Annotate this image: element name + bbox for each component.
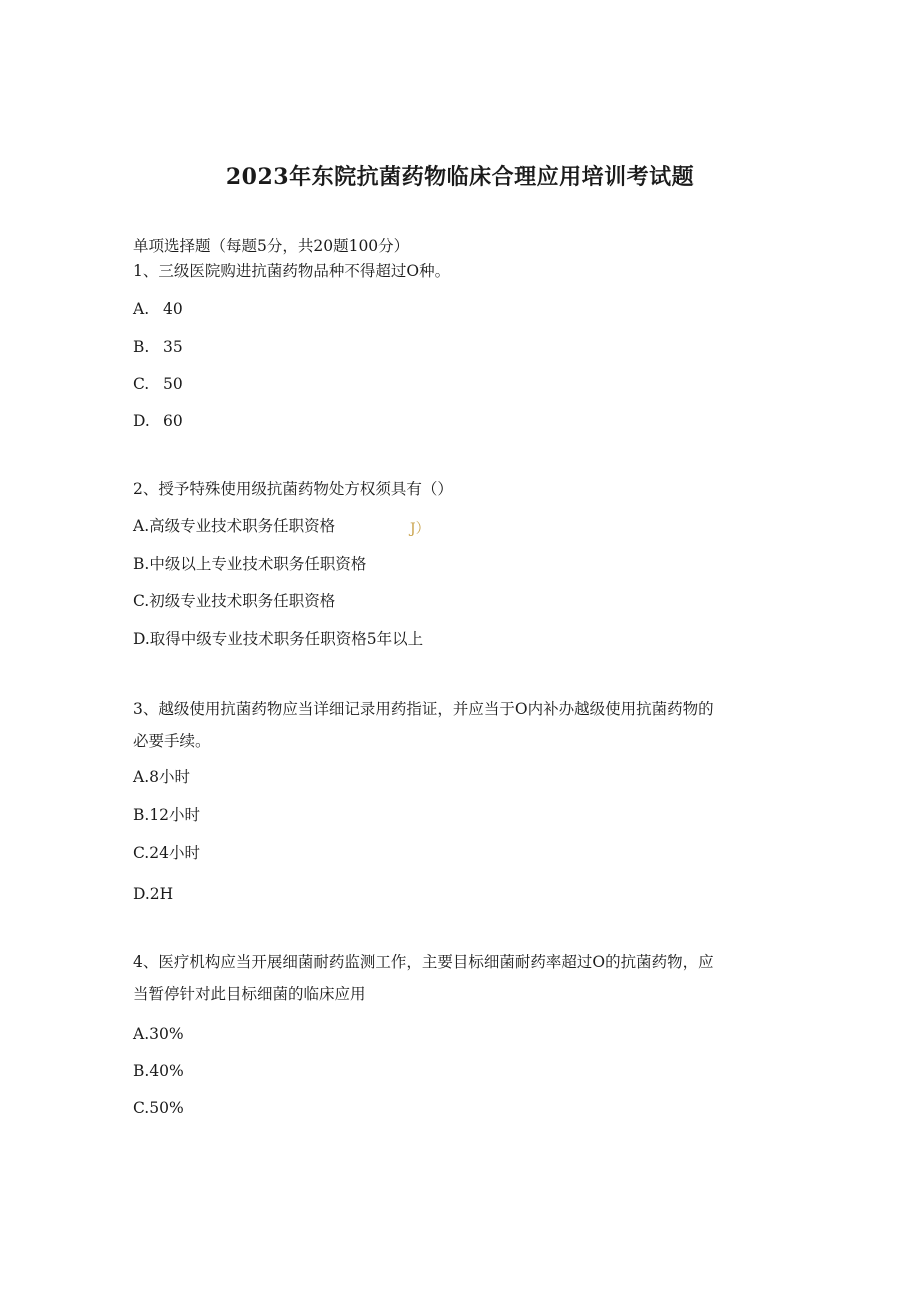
option-letter: A. bbox=[133, 300, 150, 318]
question-3-option-c: C.24小时 bbox=[133, 844, 200, 862]
question-1-text: 1、三级医院购进抗菌药物品种不得超过O种。 bbox=[133, 262, 451, 280]
section-heading: 单项选择题（每题5分，共20题100分） bbox=[133, 237, 410, 255]
option-text: 35 bbox=[163, 338, 183, 356]
question-1-option-d bbox=[133, 411, 183, 431]
question-2-option-b: B.中级以上专业技术职务任职资格 bbox=[133, 555, 367, 573]
question-2-option-c: C.初级专业技术职务任职资格 bbox=[133, 592, 336, 610]
question-4-option-b: B.40% bbox=[133, 1062, 184, 1080]
option-text: 60 bbox=[163, 412, 183, 430]
option-letter: B. bbox=[133, 338, 150, 356]
question-3-option-d: D.2H bbox=[133, 885, 174, 903]
question-4-text-line2: 当暂停针对此目标细菌的临床应用 bbox=[133, 985, 366, 1003]
question-3-option-b: B.12小时 bbox=[133, 806, 201, 824]
question-2-option-a: A.高级专业技术职务任职资格 bbox=[133, 517, 336, 535]
option-text: 40 bbox=[163, 300, 183, 318]
question-4-option-c: C.50% bbox=[133, 1099, 184, 1117]
option-letter: D. bbox=[133, 412, 150, 430]
option-letter: C. bbox=[133, 375, 150, 393]
question-2-option-d: D.取得中级专业技术职务任职资格5年以上 bbox=[133, 630, 424, 648]
handwritten-mark: J） bbox=[410, 521, 430, 537]
question-1-option-c bbox=[133, 374, 183, 394]
question-4-text-line1: 4、医疗机构应当开展细菌耐药监测工作，主要目标细菌耐药率超过O的抗菌药物，应 bbox=[133, 953, 714, 971]
question-2-text: 2、授予特殊使用级抗菌药物处方权须具有（） bbox=[133, 480, 453, 498]
question-1-option-b bbox=[133, 337, 183, 357]
question-4-option-a: A.30% bbox=[133, 1025, 184, 1043]
question-3-text-line1: 3、越级使用抗菌药物应当详细记录用药指证，并应当于O内补办越级使用抗菌药物的 bbox=[133, 700, 714, 718]
page-title: 2023年东院抗菌药物临床合理应用培训考试题 bbox=[225, 164, 695, 190]
question-3-option-a: A.8小时 bbox=[133, 768, 190, 786]
option-text: 50 bbox=[163, 375, 183, 393]
question-1-option-a bbox=[133, 299, 183, 319]
question-3-text-line2: 必要手续。 bbox=[133, 732, 211, 750]
